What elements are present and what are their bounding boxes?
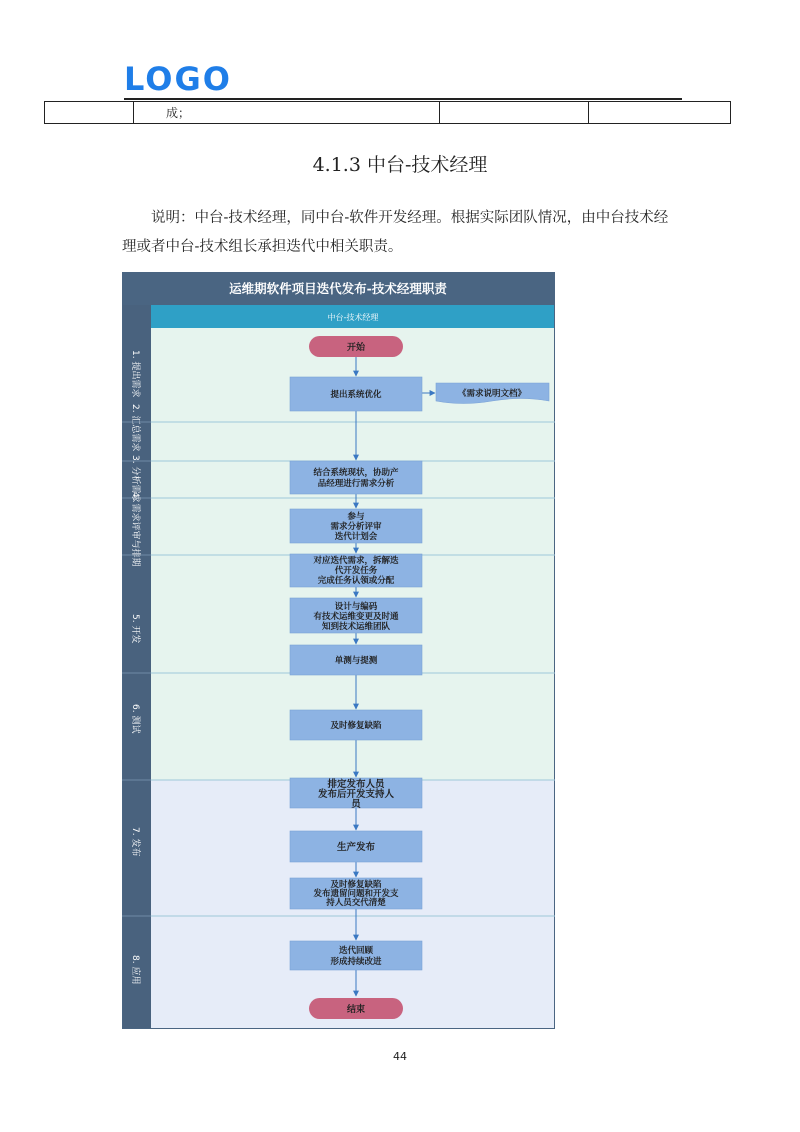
- header-rule: [124, 98, 682, 100]
- table-row: [45, 102, 731, 124]
- logo: LOGO: [124, 60, 232, 98]
- step-3-line-2: 需求分析评审: [330, 522, 382, 532]
- phase-label-5: 5. 开发: [130, 614, 140, 644]
- step-4-line-2: 代开发任务: [334, 566, 378, 576]
- document-label: 《需求说明文档》: [457, 389, 527, 399]
- phase-label-4: 4. 需求评审与排期: [130, 492, 140, 567]
- end-label: 结束: [346, 1005, 366, 1015]
- step-4-line-1: 对应迭代需求，拆解迭: [313, 556, 399, 566]
- step-8-line-1: 排定发布人员: [327, 779, 385, 790]
- phase-label-8: 8. 应用: [130, 955, 140, 985]
- step-1-line-1: 提出系统优化: [330, 390, 382, 400]
- step-4-line-3: 完成任务认领或分配: [317, 576, 395, 586]
- step-5-line-2: 有技术运维变更及时通: [313, 612, 399, 622]
- step-11-line-2: 形成持续改进: [330, 957, 382, 967]
- phase-label-3: 3. 分析需求: [130, 455, 140, 503]
- step-9-line-1: 生产发布: [336, 842, 376, 853]
- step-2-line-1: 结合系统现状，协助产: [313, 468, 399, 478]
- page-number: 44: [393, 1050, 407, 1063]
- table-cell-3: [440, 102, 589, 124]
- step-8-line-3: 员: [351, 799, 361, 810]
- phase-label-1: 1. 提出需求: [130, 350, 140, 398]
- swimlane-flowchart: [122, 272, 555, 1029]
- section-title: 4.1.3 中台-技术经理: [312, 154, 488, 176]
- chart-title: 运维期软件项目迭代发布-技术经理职责: [229, 281, 447, 296]
- description-paragraph: 说明：中台-技术经理，同中台-软件开发经理。根据实际团队情况，由中台技术经理或者中台-技术组长承担迭代中相关职责。: [122, 210, 669, 255]
- start-label: 开始: [346, 343, 366, 353]
- step-6-line-1: 单测与提测: [334, 656, 378, 666]
- phase-label-6: 6. 测试: [130, 704, 140, 734]
- table-cell-2: 成；: [134, 102, 440, 124]
- step-7-line-1: 及时修复缺陷: [330, 721, 382, 731]
- step-10-line-1: 及时修复缺陷: [330, 880, 382, 890]
- phase-label-2: 2. 汇总需求: [130, 404, 140, 452]
- step-5-line-3: 知到技术运维团队: [321, 622, 391, 632]
- step-10-line-3: 持人员交代清楚: [326, 898, 386, 908]
- step-8-line-2: 发布后开发支持人: [317, 789, 395, 800]
- step-10-line-2: 发布遗留问题和开发支: [313, 889, 399, 899]
- table-cell-1: [45, 102, 134, 124]
- top-table: [44, 101, 731, 124]
- step-3-line-1: 参与: [347, 512, 365, 522]
- step-3-line-3: 迭代计划会: [334, 532, 378, 542]
- lane-header: 中台-技术经理: [327, 313, 379, 322]
- step-2-line-2: 品经理进行需求分析: [317, 479, 395, 489]
- table-cell-4: [589, 102, 731, 124]
- step-11-line-1: 迭代回顾: [338, 946, 374, 956]
- phase-label-7: 7. 发布: [130, 827, 140, 857]
- step-5-line-1: 设计与编码: [334, 602, 378, 612]
